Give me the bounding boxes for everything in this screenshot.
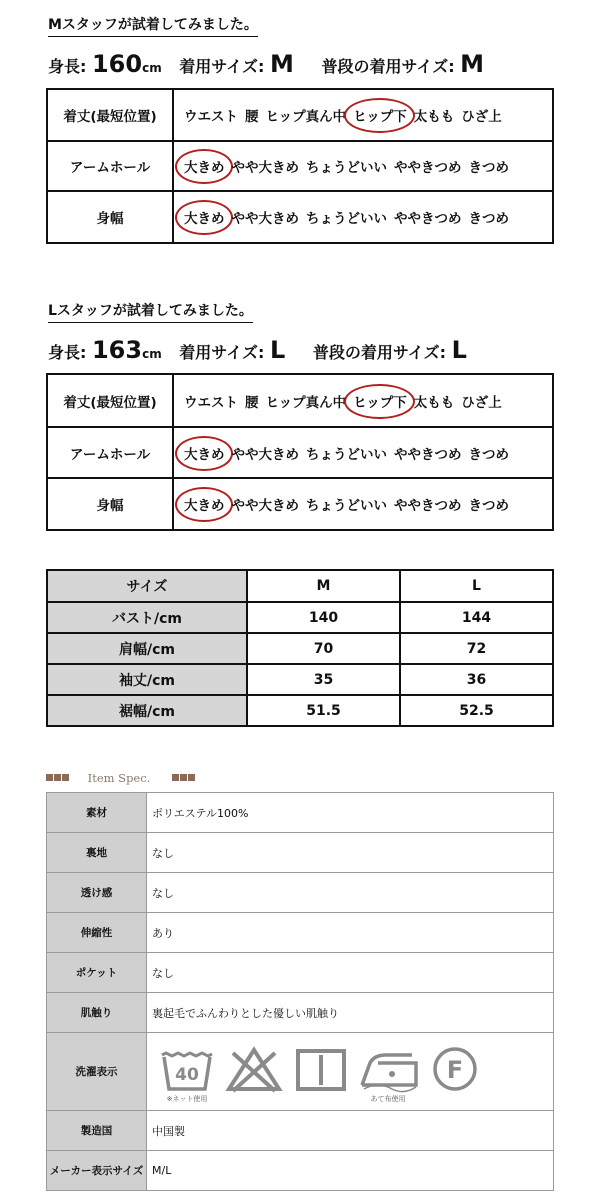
spec-key: ポケット — [47, 953, 147, 993]
fit-option: やや大きめ — [231, 211, 299, 227]
spec-key: 製造国 — [47, 1111, 147, 1151]
fit-option: きつめ — [468, 211, 509, 227]
wear-size-label: 着用サイズ: — [179, 57, 265, 76]
fit-row — [47, 89, 553, 141]
spec-key: 透け感 — [47, 873, 147, 913]
fit-option: ひざ上 — [461, 109, 502, 125]
size-table — [46, 569, 554, 727]
size-row-label: バスト/cm — [47, 602, 247, 633]
height-unit: cm — [142, 347, 162, 361]
size-value-m: 140 — [247, 602, 400, 633]
wash-temperature: 40 — [175, 1065, 199, 1085]
fit-options — [173, 141, 553, 191]
fit-option: ちょうどいい — [306, 160, 387, 176]
size-row-label: 裾幅/cm — [47, 695, 247, 726]
spec-row — [47, 913, 554, 953]
fit-option: ヒップ真ん中 — [265, 394, 347, 411]
spec-key: 素材 — [47, 793, 147, 833]
size-row — [47, 695, 553, 726]
fit-option: きつめ — [468, 498, 509, 514]
fit-option: ややきつめ — [394, 498, 462, 514]
usual-size-value: M — [460, 50, 485, 78]
wear-size-value: M — [270, 50, 294, 78]
fit-row — [47, 141, 553, 191]
no-bleach-icon — [224, 1045, 284, 1093]
size-row-label: 肩幅/cm — [47, 633, 247, 664]
size-header-l: L — [400, 570, 553, 602]
fit-option: ややきつめ — [394, 446, 462, 463]
size-row-label: 袖丈/cm — [47, 664, 247, 695]
size-value-l: 72 — [400, 633, 553, 664]
spec-value: M/L — [147, 1151, 554, 1191]
height-label: 身長: — [48, 343, 87, 362]
size-value-l: 36 — [400, 664, 553, 695]
height-value: 160 — [91, 50, 143, 78]
usual-size-value: L — [451, 336, 467, 364]
item-spec-heading — [46, 771, 196, 785]
item-spec-heading-text: Item Spec. — [87, 771, 151, 785]
usual-size-label: 普段の着用サイズ: — [312, 343, 446, 362]
fit-options — [173, 89, 553, 141]
spec-row — [47, 833, 554, 873]
spec-value: なし — [147, 833, 554, 873]
spec-row — [47, 873, 554, 913]
fit-option: やや大きめ — [231, 498, 299, 514]
fit-option-selected: 大きめ — [184, 443, 225, 463]
m-staff-title: Mスタッフが試着してみました。 — [48, 14, 258, 37]
spec-key: 裏地 — [47, 833, 147, 873]
spec-row — [47, 993, 554, 1033]
wear-size-label: 着用サイズ: — [179, 343, 265, 362]
size-row — [47, 602, 553, 633]
l-staff-measurements — [48, 336, 467, 364]
fit-option: ウエスト — [184, 394, 238, 411]
fit-options — [173, 374, 553, 427]
fit-row-label: アームホール — [47, 141, 173, 191]
wash-caption: ※ネット使用 — [166, 1095, 208, 1103]
decor-square-icon — [188, 774, 195, 781]
spec-value: ポリエステル100% — [147, 793, 554, 833]
iron-caption: あて布使用 — [370, 1095, 406, 1103]
spec-row-wash — [47, 1033, 554, 1111]
decor-square-icon — [172, 774, 179, 781]
fit-option-selected: 大きめ — [184, 207, 225, 227]
fit-option: きつめ — [468, 446, 509, 463]
height-label: 身長: — [48, 57, 87, 76]
size-value-m: 35 — [247, 664, 400, 695]
fit-row-label: アームホール — [47, 427, 173, 478]
item-spec-table — [46, 792, 554, 1191]
wash-symbols — [147, 1033, 554, 1111]
size-header-label: サイズ — [47, 570, 247, 602]
size-value-l: 144 — [400, 602, 553, 633]
spec-key: メーカー表示サイズ — [47, 1151, 147, 1191]
fit-row — [47, 374, 553, 427]
fit-row — [47, 427, 553, 478]
spec-value: なし — [147, 873, 554, 913]
fit-options — [173, 478, 553, 530]
spec-value: 裏起毛でふんわりとした優しい肌触り — [147, 993, 554, 1033]
spec-key: 洗濯表示 — [47, 1033, 147, 1111]
dryclean-letter: F — [446, 1056, 464, 1084]
spec-row — [47, 1111, 554, 1151]
fit-option: ややきつめ — [394, 160, 462, 176]
spec-row — [47, 793, 554, 833]
fit-options — [173, 427, 553, 478]
fit-option: 腰 — [245, 109, 259, 125]
spec-value: 中国製 — [147, 1111, 554, 1151]
fit-row — [47, 478, 553, 530]
spec-key: 伸縮性 — [47, 913, 147, 953]
fit-option: きつめ — [468, 160, 509, 176]
spec-value: あり — [147, 913, 554, 953]
fit-row — [47, 191, 553, 243]
height-unit: cm — [142, 61, 162, 75]
fit-option: ややきつめ — [394, 211, 462, 227]
size-table-header — [47, 570, 553, 602]
fit-option: やや大きめ — [231, 446, 299, 463]
wear-size-value: L — [270, 336, 286, 364]
fit-option: ヒップ真ん中 — [265, 109, 347, 125]
fit-option-selected: 大きめ — [184, 494, 225, 514]
height-value: 163 — [91, 336, 143, 364]
fit-option: やや大きめ — [231, 160, 299, 176]
spec-row — [47, 1151, 554, 1191]
m-staff-measurements — [48, 50, 484, 78]
wash-40-net-icon — [157, 1045, 217, 1104]
size-row — [47, 664, 553, 695]
spec-value: なし — [147, 953, 554, 993]
spec-row — [47, 953, 554, 993]
fit-option: ウエスト — [184, 109, 238, 125]
iron-low-cloth-icon — [358, 1045, 418, 1104]
fit-row-label: 身幅 — [47, 478, 173, 530]
l-fit-table — [46, 373, 554, 531]
fit-row-label: 着丈(最短位置) — [47, 374, 173, 427]
decor-square-icon — [62, 774, 69, 781]
size-value-m: 70 — [247, 633, 400, 664]
l-staff-title: Lスタッフが試着してみました。 — [48, 300, 253, 323]
fit-option: 腰 — [245, 394, 259, 411]
size-header-m: M — [247, 570, 400, 602]
fit-option-selected: ヒップ下 — [353, 105, 407, 125]
fit-row-label: 着丈(最短位置) — [47, 89, 173, 141]
fit-option: 太もも — [413, 109, 455, 125]
size-value-l: 52.5 — [400, 695, 553, 726]
size-row — [47, 633, 553, 664]
fit-option-selected: ヒップ下 — [353, 391, 407, 411]
fit-options — [173, 191, 553, 243]
dryclean-f-icon — [425, 1045, 485, 1093]
usual-size-label: 普段の着用サイズ: — [321, 57, 455, 76]
fit-option-selected: 大きめ — [184, 156, 225, 176]
spec-key: 肌触り — [47, 993, 147, 1033]
fit-row-label: 身幅 — [47, 191, 173, 243]
fit-option: 太もも — [413, 394, 455, 411]
fit-option: ひざ上 — [461, 394, 502, 411]
decor-square-icon — [180, 774, 187, 781]
size-value-m: 51.5 — [247, 695, 400, 726]
decor-square-icon — [46, 774, 53, 781]
decor-square-icon — [54, 774, 61, 781]
m-fit-table — [46, 88, 554, 244]
fit-option: ちょうどいい — [306, 211, 387, 227]
fit-option: ちょうどいい — [306, 498, 387, 514]
line-dry-icon — [291, 1045, 351, 1093]
fit-option: ちょうどいい — [306, 446, 387, 463]
